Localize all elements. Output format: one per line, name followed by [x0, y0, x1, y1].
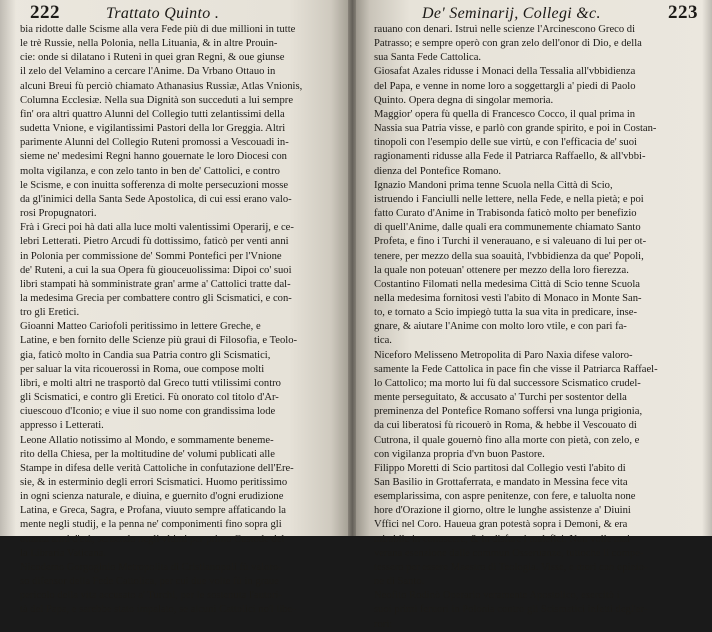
text-line: le Scisme, e con inuitta sofferenza di molte persecuzioni mosse [20, 179, 289, 191]
text-line: pericolo della vita accusato a' Turchi, per le sostenuta l'autori- [20, 590, 283, 602]
right-edge-shadow [702, 0, 712, 536]
text-line: tessero per essere Maestro di Teologia. Visse, e morì con opinio- [374, 561, 648, 573]
text-line: Latine, e ben fornito delle Scienze più graui di Filosofia, e Teolo- [20, 335, 298, 347]
text-line: Leone Allatio notissimo al Mondo, e sommamente beneme- [20, 434, 274, 446]
right-running-title: De' Seminarij, Collegi &c. [422, 5, 601, 22]
book-gutter [348, 0, 356, 536]
text-line: fatto Curato d'Anime in Trabisonda faticò molto per benefizio [374, 208, 637, 220]
text-line: Quinto. Opera degna di singolar memoria. [374, 94, 554, 106]
right-page-number: 223 [668, 2, 698, 23]
text-line: Ignazio Mandoni prima tenne Scuola nella Città di Scio, [374, 179, 613, 191]
text-line: rori: [374, 618, 393, 630]
left-page-header [30, 2, 346, 24]
text-line: samente la Fede Cattolica in pace fin che visse il Patriarca Raffael- [374, 363, 658, 375]
text-line: gia, faticò molto in Candia sua Patria contro gli Scismatici, [20, 349, 271, 361]
text-line: mente perseguitato, & accusato a' Turchi per sostentor della [374, 392, 627, 404]
text-line: bia ridotte dalle Scisme alla vera Fede più di due millioni in tutte [20, 24, 296, 35]
text-line: sie, & in esterminio degli errori Scismatici. Huomo peritissimo [20, 477, 288, 488]
text-line: hore d'Orazione il giorno, oltre le lunghe assistenze a' Diuini [374, 505, 631, 517]
text-line: San Basilio in Grottaferrata, e mandato in Messina fece vita [374, 477, 628, 488]
text-line: tinopoli con l'esempio delle sue virtù, e con l'efficacia de' suoi [374, 137, 637, 149]
text-line: rauano con denari. Istruì nelle scienze l'Arcinescono Greco di [374, 24, 636, 35]
text-line: mirabile in conoscere, & in disfare i malefici. Non volle mai [374, 533, 630, 545]
text-line: il zelo del Velamino a cercare l'Anime. Da Vrbano Ottauo in [20, 66, 276, 78]
text-line: so difensor della Fede Cattolica, per cui due volte fù in graue [20, 576, 279, 588]
text-line: Gioanni Matteo Cariofoli peritissimo in lettere Greche, e [20, 321, 261, 333]
text-line: libri stampati hà somministrate gran' arme a' Cattolici tratte dal- [20, 278, 291, 290]
text-line: Latina, e Greca, Sagra, e Profana, viuuto sempre affaticando la [20, 505, 287, 517]
text-line: Costantino Filomati nella medesima Città di Scio tenne Scuola [374, 278, 640, 290]
text-line: ottanta anni d'età, seruendo negli vltimi per primo Custode del- [20, 533, 288, 545]
text-line: Vffici nel Coro. Haueua gran potestà sopra i Demoni, & era [374, 519, 628, 531]
text-line: sieme ne' medesimi Regni hanno gouernate le loro Diocesi con [20, 151, 287, 163]
text-line: de' Ruteni, a cui la sua Opera fù giouceuolissima: Dipoi co' suoi [20, 264, 292, 276]
text-line: lebri Letterati. Pietro Arcudi fù dottissimo, faticò per venti anni [20, 236, 289, 248]
text-line: suoi primi feruori in Polonia contro gli Scismatici infetti degl'er- [374, 604, 648, 616]
text-line: alcuni Breui fù perciò chiamato Athanasius Russiæ, Atlas Vnionis, [20, 80, 303, 92]
text-line: rosi Propugnatori. [20, 208, 97, 220]
text-line: di quell'Anime, dalle quali era communemente chiamato Santo [374, 222, 641, 234]
left-edge-shadow [0, 0, 16, 536]
text-line: sua Santa Fede Cattolica. [374, 52, 482, 64]
text-line: la quale non poteuan' ottenere per mezzo della loro fierezza. [374, 264, 629, 276]
text-line: Columna Ecclesiæ. Nella sua Dignità son succeduti a lui sempre [20, 94, 294, 106]
text-line: dienza del Pontefice Romano. [374, 165, 502, 177]
text-line: parimente Alunni del Collegio Ruteni promossi a Vescouadi in- [20, 137, 289, 149]
text-line: per saluar la vita ricouerossi in Roma, oue compose molti [20, 363, 265, 375]
text-line: Patrasso; e sempre operò con gran zelo dell'onor di Dio, e della [374, 38, 642, 50]
text-line: rito della Chiesa, per la moltitudine de' volumi publicati alle [20, 448, 275, 460]
text-line: in Polonia per commissione de' Sommi Pontefici per l'Vnione [20, 250, 282, 262]
text-line: Profeta, e fino i Turchi il venerauano, e si valeuano di lui per ot- [374, 236, 647, 248]
text-line: da gl'inimici della Santa Sede Apostolica, di cui essi erano valo- [20, 193, 292, 205]
text-line: tica. [374, 335, 392, 347]
text-line: Nicodemo Gorgoginio Metropolita di Cristianopoli fù valoro- [20, 561, 282, 573]
right-page [352, 0, 712, 630]
text-line: Giosafat Azales ridusse i Monaci della Tessalia all'vbbidienza [374, 66, 636, 78]
text-line: cie: onde si dilatano i Ruteni in quei gran Regni, & oue giunse [20, 52, 285, 64]
text-line: esemplarissima, con aspre penitenze, con fere, e taluolta none [374, 491, 636, 503]
text-line: tà del Papa, e sarebbe stato impalato, se alcuni Cattolici no'l libe- [20, 604, 296, 616]
text-line: del Papa, e venne in nome loro a soggettargli a' piedi di Paolo [374, 80, 636, 92]
text-line: Maggior' opera fù quella di Francesco Cocco, il qual prima in [374, 108, 636, 120]
text-line: con vigilanza propria d'vn buon Pastore. [374, 448, 545, 460]
text-line: la medesima Grecia per combattere contro gli Scismatici, e con- [20, 292, 292, 304]
text-line: mente negli studij, e la penna ne' componimenti fino sopra gli [20, 519, 282, 531]
left-page [0, 0, 352, 616]
left-page-number: 222 [30, 2, 60, 23]
text-line: molta vigilanza, e con zelo tanto in ben de' Cattolici, e contro [20, 165, 280, 177]
text-line: verana esenzione dalle commun Osseruanze, tuttoche li compe- [374, 547, 644, 559]
text-line: gli Scismatici, e contro gli Eretici. Fù onorato col titolo d'Ar- [20, 392, 279, 404]
left-page-text [20, 23, 338, 618]
text-line: da cui liberatosi fù ricouerò in Roma, & hebbe il Vescouato di [374, 420, 637, 432]
text-line: appresso i Letterati. [20, 420, 104, 432]
text-line: lo Cattolico; ma morto lui fù dal successore Scismatico crudel- [374, 377, 641, 389]
text-line: ragionamenti ridusse alla Fede il Patriarca Raffaello, & all'vbbi- [374, 151, 646, 163]
text-line: Frà i Greci poi hà dati alla luce molti valentissimi Operarij, e ce- [20, 222, 294, 234]
text-line: in ogni scienza naturale, e diuina, e guernito d'ogni erudizione [20, 491, 284, 503]
text-line: tenere, per mezzo della sua soauità, l'vbbidienza da que' Popoli, [374, 250, 644, 262]
text-line: le trè Russie, nella Polonia, nella Lituania, & in altre Prouin- [20, 38, 278, 50]
text-line: gnare, & aiutare l'Anime con molto loro vtile, e con pari fa- [374, 321, 627, 333]
text-line: Nassia sua Patria visse, e parlò con grande spirito, e poi in Costan- [374, 123, 657, 135]
right-page-header [366, 2, 698, 24]
text-line: preminenza del Pontefice Romano soffersi vna lunga prigionia, [374, 406, 643, 418]
text-line: la Libraria Vaticana. [20, 547, 106, 559]
text-line: Cutrona, il quale gouernò fino alla morte con pietà, con zelo, e [374, 434, 640, 446]
text-line: Neofito Rodinò Operario veramente Apostolico, esercitò i [374, 590, 620, 602]
text-line: tro gli Eretici. [20, 307, 80, 319]
text-line: Filippo Moretti di Scio partitosi dal Collegio vestì l'abito di [374, 462, 626, 474]
text-line: to, e tornato a Scio impiegò tutta la sua vita in predicare, inse- [374, 307, 637, 319]
text-line: ciuescouo d'Iconio; e viue il suo nome con grandissima lode [20, 406, 276, 418]
text-line: fin' ora altri quattro Alunni del Collegio tutti zelantissimi della [20, 108, 285, 120]
text-line: nella medesima fornitosi vestì l'abito di Monaco in Monte San- [374, 292, 642, 304]
text-line: libri, e molti altri ne trasportò dal Greco tutti vtilissimi contro [20, 377, 281, 389]
text-line: ne di Santo. [374, 576, 425, 588]
text-line: sudetta Vnione, e vigilantissimi Pastori della lor Greggia. Altri [20, 123, 286, 135]
right-page-text [374, 23, 700, 632]
left-running-title: Trattato Quinto . [106, 5, 220, 22]
text-line: Niceforo Melisseno Metropolita di Paro Naxia difese valoro- [374, 349, 633, 361]
text-line: istruendo i Fanciulli nelle lettere, nella Fede, e nella pietà; e poi [374, 193, 644, 205]
text-line: Stampe in difesa delle verità Cattoliche in confutazione dell'Ere- [20, 462, 294, 474]
